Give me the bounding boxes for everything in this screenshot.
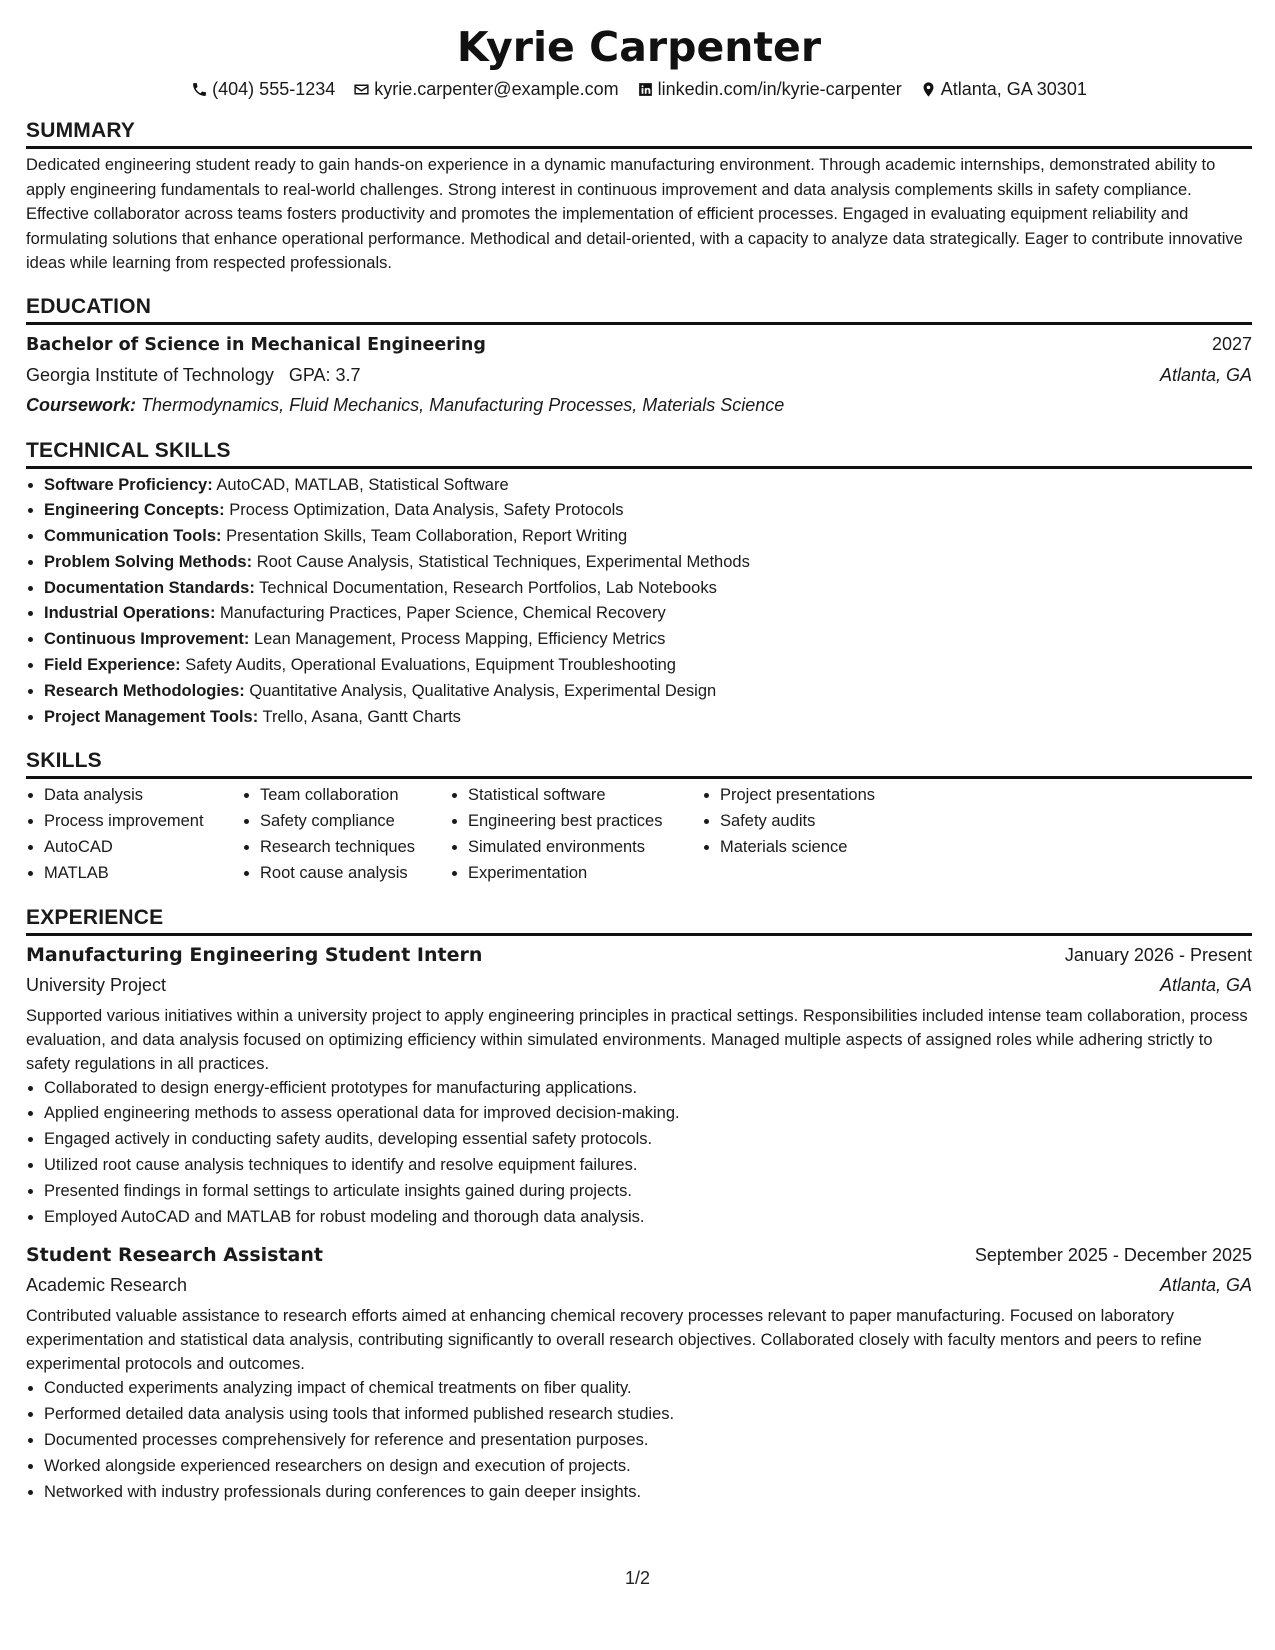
skill-category: Software Proficiency: xyxy=(44,475,213,494)
list-item: • Experimentation xyxy=(468,861,702,887)
list-item: • AutoCAD xyxy=(44,835,242,861)
job-subheader xyxy=(26,1270,1252,1300)
list-item xyxy=(44,653,1252,679)
skill-values: Process Optimization, Data Analysis, Safety Protocols xyxy=(229,501,624,520)
job-description: Supported various initiatives within a university project to apply engineering principles in practical settings. Responsibilities included intense team collaboration, process evaluation, and data analysis focused on optimizing efficiency within simulated environments. Managed multiple aspects of assigned roles while adhering strictly to safety regulations in all practices. xyxy=(26,1006,1248,1073)
location-text: Atlanta, GA 30301 xyxy=(940,79,1087,99)
job-dates: September 2025 - December 2025 xyxy=(974,1245,1252,1266)
education-section xyxy=(26,294,1252,420)
skill-category: Field Experience: xyxy=(44,656,181,675)
contact-email[interactable] xyxy=(353,76,618,102)
list-item: • Research techniques xyxy=(260,835,450,861)
skills-column xyxy=(450,783,702,886)
job-header xyxy=(26,1240,1252,1270)
list-item: • Performed detailed data analysis using tools that informed published research studies. xyxy=(44,1402,1252,1428)
list-item: • Simulated environments xyxy=(468,835,702,861)
job-location: Atlanta, GA xyxy=(1159,1275,1252,1296)
list-item: • MATLAB xyxy=(44,861,242,887)
skill-values: Lean Management, Process Mapping, Efficiency Metrics xyxy=(253,630,666,649)
list-item: • Conducted experiments analyzing impact of chemical treatments on fiber quality. xyxy=(44,1376,1252,1402)
job-header xyxy=(26,940,1252,970)
list-item: • Data analysis xyxy=(44,783,242,809)
skill-values: Quantitative Analysis, Qualitative Analysis, Experimental Design xyxy=(249,681,717,700)
list-item: • Safety compliance xyxy=(260,809,450,835)
skill-category: Documentation Standards: xyxy=(44,578,255,597)
skill-values: Root Cause Analysis, Statistical Techniques, Experimental Methods xyxy=(256,552,750,571)
skill-category: Research Methodologies: xyxy=(44,681,245,700)
list-item xyxy=(44,524,1252,550)
list-item: • Employed AutoCAD and MATLAB for robust modeling and thorough data analysis. xyxy=(44,1205,1252,1231)
skill-values: Technical Documentation, Research Portfolios, Lab Notebooks xyxy=(259,578,717,597)
list-item: • Applied engineering methods to assess operational data for improved decision-making. xyxy=(44,1101,1252,1127)
list-item xyxy=(44,576,1252,602)
skills-column xyxy=(26,783,242,886)
skill-category: Project Management Tools: xyxy=(44,707,259,726)
contact-linkedin[interactable] xyxy=(637,76,902,102)
envelope-icon xyxy=(353,81,370,98)
list-item: • Root cause analysis xyxy=(260,861,450,887)
coursework-list: Thermodynamics, Fluid Mechanics, Manufacturing Processes, Materials Science xyxy=(141,394,785,415)
education-row xyxy=(26,329,1252,360)
section-title-skills: SKILLS xyxy=(26,748,1252,779)
list-item xyxy=(44,473,1252,499)
list-item: • Safety audits xyxy=(720,809,960,835)
school-line xyxy=(26,360,361,390)
technical-skills-list xyxy=(26,473,1252,731)
list-item: • Statistical software xyxy=(468,783,702,809)
job-title: Manufacturing Engineering Student Intern xyxy=(26,943,483,966)
list-item xyxy=(44,550,1252,576)
list-item: • Networked with industry professionals during conferences to gain deeper insights. xyxy=(44,1480,1252,1506)
coursework-line xyxy=(26,390,1252,420)
skill-category: Problem Solving Methods: xyxy=(44,552,253,571)
contact-bar xyxy=(26,76,1252,102)
phone-text: (404) 555-1234 xyxy=(212,79,336,99)
list-item xyxy=(44,601,1252,627)
school-location: Atlanta, GA xyxy=(1159,364,1252,385)
list-item: • Project presentations xyxy=(720,783,960,809)
skills-column xyxy=(702,783,960,886)
job-subheader xyxy=(26,970,1252,1000)
coursework-label: Coursework: xyxy=(26,394,137,415)
summary-text: Dedicated engineering student ready to gain hands-on experience in a dynamic manufacturing environment. Through academic internships, demonstrated ability to apply engineering fundamentals to real-world challenges. Strong interest in continuous improvement and data analysis complements skills in safety compliance. Effective collaborator across teams fosters productivity and promotes the implementation of efficient processes. Engaged in evaluating equipment reliability and formulating solutions that enhance operational performance. Methodical and detail-oriented, with a capacity to analyze data strategically. Eager to contribute innovative ideas while learning from respected professionals. xyxy=(26,156,1243,272)
list-item: • Materials science xyxy=(720,835,960,861)
degree-name: Bachelor of Science in Mechanical Engineering xyxy=(26,334,486,355)
graduation-year: 2027 xyxy=(1211,333,1252,354)
contact-location xyxy=(920,76,1087,102)
job-location: Atlanta, GA xyxy=(1159,974,1252,995)
skill-values: Safety Audits, Operational Evaluations, Equipment Troubleshooting xyxy=(185,656,676,675)
section-title-summary: SUMMARY xyxy=(26,118,1252,149)
gpa: GPA: 3.7 xyxy=(288,364,361,385)
experience-section xyxy=(26,905,1252,1506)
job-bullets xyxy=(26,1376,1252,1505)
list-item: • Engineering best practices xyxy=(468,809,702,835)
section-title-technical-skills: TECHNICAL SKILLS xyxy=(26,438,1252,469)
list-item: • Worked alongside experienced researchers on design and execution of projects. xyxy=(44,1454,1252,1480)
skill-category: Engineering Concepts: xyxy=(44,501,225,520)
section-title-experience: EXPERIENCE xyxy=(26,905,1252,936)
skills-grid xyxy=(26,783,1252,886)
job-entry xyxy=(26,940,1252,1231)
skill-category: Communication Tools: xyxy=(44,527,222,546)
skills-section xyxy=(26,748,1252,886)
resume-page xyxy=(26,18,1252,1505)
list-item: • Process improvement xyxy=(44,809,242,835)
skill-values: Trello, Asana, Gantt Charts xyxy=(262,707,461,726)
job-bullets xyxy=(26,1076,1252,1231)
job-organization: Academic Research xyxy=(26,1275,188,1296)
skills-column xyxy=(242,783,450,886)
list-item: • Team collaboration xyxy=(260,783,450,809)
skill-values: Manufacturing Practices, Paper Science, Chemical Recovery xyxy=(220,604,666,623)
list-item xyxy=(44,705,1252,731)
list-item xyxy=(44,627,1252,653)
education-school-row xyxy=(26,360,1252,390)
skill-values: Presentation Skills, Team Collaboration, Report Writing xyxy=(226,527,628,546)
job-description: Contributed valuable assistance to research efforts aimed at enhancing chemical recovery processes relevant to paper manufacturing. Focused on laboratory experimentation and statistical data analysis, contributing significantly to overall research objectives. Collaborated closely with faculty mentors and peers to refine experimental protocols and outcomes. xyxy=(26,1307,1202,1374)
list-item: • Documented processes comprehensively for reference and presentation purposes. xyxy=(44,1428,1252,1454)
summary-section xyxy=(26,118,1252,276)
skill-category: Industrial Operations: xyxy=(44,604,216,623)
school-name: Georgia Institute of Technology xyxy=(26,364,274,385)
list-item: • Collaborated to design energy-efficient prototypes for manufacturing applications. xyxy=(44,1076,1252,1102)
section-title-education: EDUCATION xyxy=(26,294,1252,325)
job-title: Student Research Assistant xyxy=(26,1244,323,1267)
page-number: 1/2 xyxy=(624,1568,651,1588)
linkedin-link[interactable]: linkedin.com/in/kyrie-carpenter xyxy=(657,79,902,99)
job-dates: January 2026 - Present xyxy=(1064,944,1252,965)
contact-phone xyxy=(191,76,335,102)
email-link[interactable]: kyrie.carpenter@example.com xyxy=(374,79,619,99)
skill-values: AutoCAD, MATLAB, Statistical Software xyxy=(216,475,509,494)
map-pin-icon xyxy=(920,81,937,98)
phone-icon xyxy=(191,81,208,98)
list-item: • Engaged actively in conducting safety audits, developing essential safety protocols. xyxy=(44,1127,1252,1153)
job-organization: University Project xyxy=(26,974,167,995)
technical-skills-section xyxy=(26,438,1252,731)
skill-category: Continuous Improvement: xyxy=(44,630,250,649)
list-item: • Presented findings in formal settings to articulate insights gained during projects. xyxy=(44,1179,1252,1205)
candidate-name: Kyrie Carpenter xyxy=(456,23,822,71)
list-item xyxy=(44,679,1252,705)
list-item xyxy=(44,498,1252,524)
list-item: • Utilized root cause analysis techniques to identify and resolve equipment failures. xyxy=(44,1153,1252,1179)
job-entry xyxy=(26,1240,1252,1505)
linkedin-icon xyxy=(637,81,654,98)
